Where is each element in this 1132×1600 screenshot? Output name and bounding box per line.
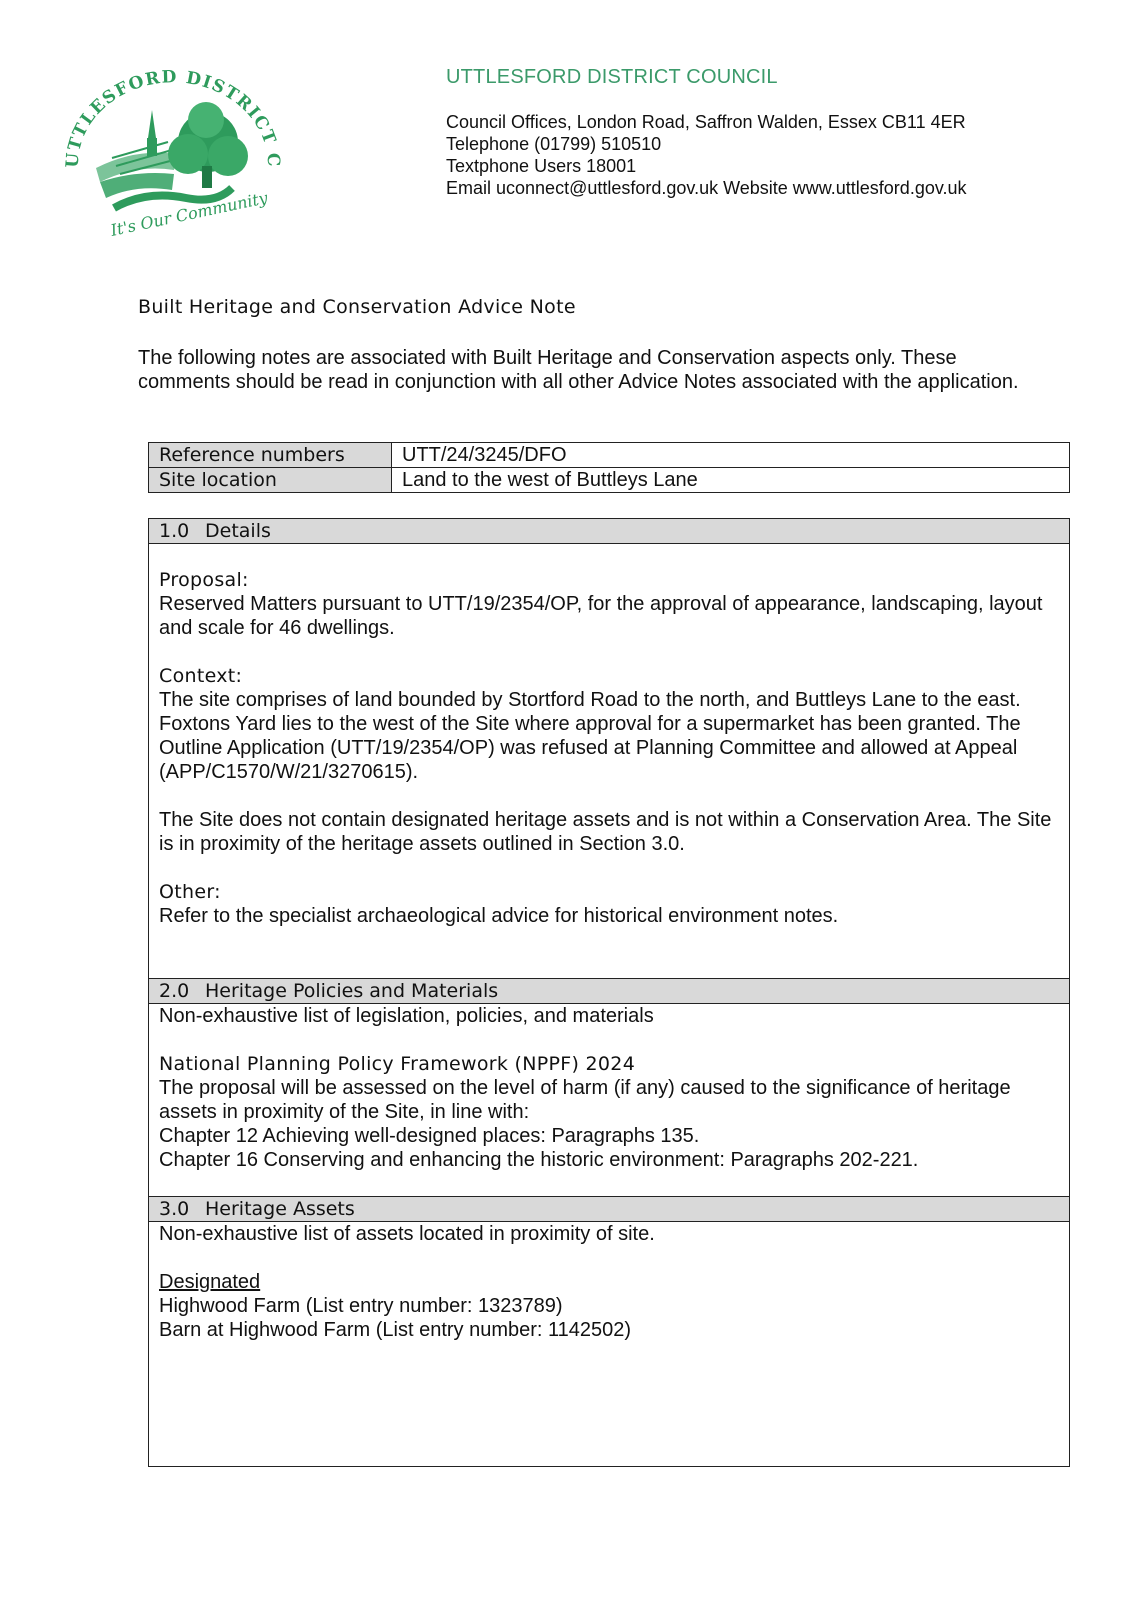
assets-title: Heritage Assets bbox=[205, 1198, 355, 1220]
policies-intro: Non-exhaustive list of legislation, policies, and materials bbox=[159, 1005, 654, 1027]
council-logo-graphic bbox=[56, 58, 288, 254]
details-title: Details bbox=[205, 520, 271, 542]
policies-title: Heritage Policies and Materials bbox=[205, 980, 499, 1002]
assets-intro: Non-exhaustive list of assets located in proximity of site. bbox=[159, 1223, 655, 1245]
details-header bbox=[149, 518, 1069, 544]
council-address: Council Offices, London Road, Saffron Walden, Essex CB11 4ER bbox=[446, 112, 966, 132]
policies-number: 2.0 bbox=[159, 980, 190, 1002]
policies-section bbox=[148, 978, 1070, 1196]
asset-item: Highwood Farm (List entry number: 1323789) bbox=[159, 1295, 563, 1317]
assets-body bbox=[149, 1222, 1069, 1342]
other-text: Refer to the specialist archaeological advice for historical environment notes. bbox=[159, 905, 839, 927]
reference-label: Reference numbers bbox=[149, 443, 392, 468]
site-location-value: Land to the west of Buttleys Lane bbox=[392, 468, 1070, 493]
policies-header bbox=[149, 978, 1069, 1004]
designated-heading: Designated bbox=[159, 1271, 261, 1293]
details-body bbox=[149, 544, 1069, 928]
chapter-12-text: Chapter 12 Achieving well-designed places: Paragraphs 135. bbox=[159, 1125, 700, 1147]
council-telephone: Telephone (01799) 510510 bbox=[446, 134, 662, 154]
council-name: UTTLESFORD DISTRICT COUNCIL bbox=[446, 66, 778, 88]
details-section bbox=[148, 518, 1070, 978]
assets-section bbox=[148, 1196, 1070, 1467]
reference-row bbox=[149, 443, 1070, 468]
document-title: Built Heritage and Conservation Advice Note bbox=[138, 296, 576, 318]
council-logo bbox=[56, 58, 288, 254]
document-intro: The following notes are associated with Built Heritage and Conservation aspects only. These comments should be read in conjunction with all other Advice Notes associated with the application. bbox=[138, 347, 1019, 393]
context-heading: Context: bbox=[159, 665, 243, 687]
context-text-designations: The Site does not contain designated heritage assets and is not within a Conservation Area. The Site is in proximity of the heritage assets outlined in Section 3.0. bbox=[159, 809, 1052, 855]
chapter-16-text: Chapter 16 Conserving and enhancing the historic environment: Paragraphs 202-221. bbox=[159, 1149, 919, 1171]
details-number: 1.0 bbox=[159, 520, 190, 542]
asset-item: Barn at Highwood Farm (List entry number: 1142502) bbox=[159, 1319, 632, 1341]
nppf-heading: National Planning Policy Framework (NPPF) 2024 bbox=[159, 1053, 636, 1075]
reference-value: UTT/24/3245/DFO bbox=[392, 443, 1070, 468]
council-header bbox=[446, 66, 1086, 199]
proposal-text: Reserved Matters pursuant to UTT/19/2354/OP, for the approval of appearance, landscaping, layout and scale for 46 dwellings. bbox=[159, 593, 1043, 639]
policies-body bbox=[149, 1004, 1069, 1172]
site-location-label: Site location bbox=[149, 468, 392, 493]
assets-number: 3.0 bbox=[159, 1198, 190, 1220]
council-textphone: Textphone Users 18001 bbox=[446, 156, 637, 176]
nppf-text: The proposal will be assessed on the level of harm (if any) caused to the significance of heritage assets in proximity of the Site, in line with: bbox=[159, 1077, 1011, 1123]
reference-table bbox=[148, 442, 1070, 493]
logo-tagline: It's Our Community bbox=[108, 188, 270, 240]
proposal-heading: Proposal: bbox=[159, 569, 249, 591]
logo-ring-text: UTTLESFORD DISTRICT C bbox=[62, 67, 284, 169]
site-location-row bbox=[149, 468, 1070, 493]
context-text: The site comprises of land bounded by Stortford Road to the north, and Buttleys Lane to the east. Foxtons Yard lies to the west of the Site where approval for a supermarket has been granted. The Outline Application (UTT/19/2354/OP) was refused at Planning Committee and allowed at Appeal (APP/C1570/W/21/3270615). bbox=[159, 689, 1021, 783]
council-email-website: Email uconnect@uttlesford.gov.uk Website www.uttlesford.gov.uk bbox=[446, 178, 967, 198]
assets-header bbox=[149, 1196, 1069, 1222]
other-heading: Other: bbox=[159, 881, 221, 903]
